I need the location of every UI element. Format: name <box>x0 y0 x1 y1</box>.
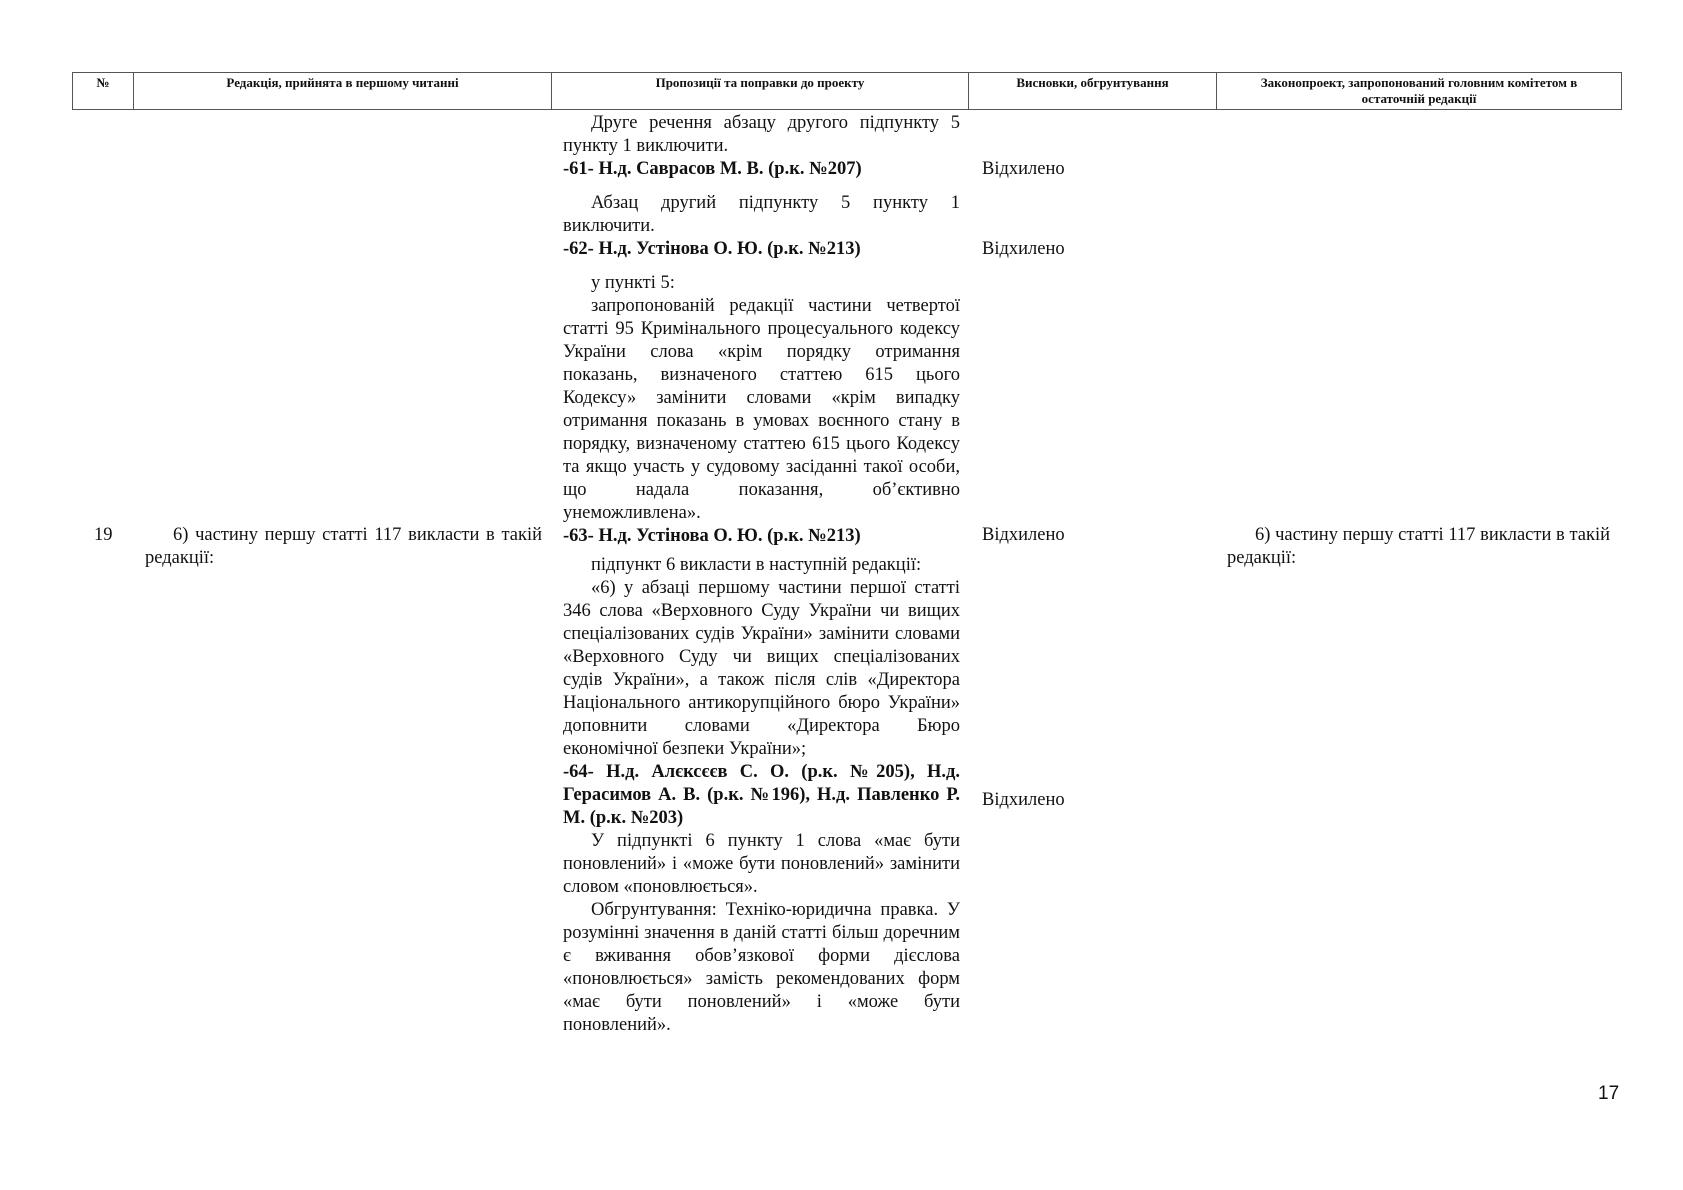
header-col-final: Законопроект, запропонований головним комітетом в остаточній редакції <box>1260 75 1578 106</box>
header-col-number: № <box>73 73 134 109</box>
proposal-text: Абзац другий підпункту 5 пункту 1 виключити. <box>563 193 960 236</box>
proposal-text: Обгрунтування: Техніко-юридична правка. У розумінні значення в даній статті більш доречним є вживання обов’язкової форми дієслова «поновлюється» замість рекомендованих форм «має бути поновлений» і «може бути поновлений». <box>563 900 960 1035</box>
conclusion-62: Відхилено <box>982 239 1065 259</box>
row-number: 19 <box>94 525 113 545</box>
page-number: 17 <box>1598 1083 1620 1104</box>
proposal-text: підпункт 6 викласти в наступній редакції: <box>591 555 922 575</box>
first-reading-text: 6) частину першу статті 117 викласти в такій редакції: <box>145 525 542 568</box>
proposal-text: запропонованій редакції частини четвертої статті 95 Кримінального процесуального кодексу України слова «крім порядку отримання показань, визначеного статтею 615 цього Кодексу» замінити словами «крім випадку отримання показань в умовах воєнного стану в порядку, визначеному статтею 615 цього Кодексу та якщо участь у судовому засіданні такої особи, що надала показання, об’єктивно унеможливлена». <box>563 296 960 523</box>
proposal-text: у пункті 5: <box>591 273 675 293</box>
proposals-column <box>563 112 960 1037</box>
amendment-63-author: -63- Н.д. Устінова О. Ю. (р.к. №213) <box>563 526 861 546</box>
amendment-64-author: -64- Н.д. Алєксєєв С. О. (р.к. №205), Н.д. Герасимов А. В. (р.к. №196), Н.д. Павленко Р. М. (р.к. №203) <box>563 762 960 828</box>
proposal-text: «6) у абзаці першому частини першої статті 346 слова «Верховного Суду України чи вищих спеціалізованих судів України» замінити словами «Верховного Суду чи вищих спеціалізованих судів України», а також після слів «Директора Національного антикорупційного бюро України» доповнити словами «Директора Бюро економічної безпеки України»; <box>563 578 960 759</box>
table-header <box>72 72 1622 110</box>
proposal-text: Друге речення абзацу другого підпункту 5 пункту 1 виключити. <box>563 113 960 156</box>
conclusion-64: Відхилено <box>982 790 1065 810</box>
conclusion-63: Відхилено <box>982 525 1065 545</box>
header-col-first-reading: Редакція, прийнята в першому читанні <box>134 73 552 109</box>
header-col-proposals: Пропозиції та поправки до проекту <box>552 73 969 109</box>
amendment-61-author: -61- Н.д. Саврасов М. В. (р.к. №207) <box>563 159 862 179</box>
header-col-conclusions: Висновки, обгрунтування <box>969 73 1217 109</box>
final-text: 6) частину першу статті 117 викласти в такій редакції: <box>1227 525 1610 568</box>
proposal-text: У підпункті 6 пункту 1 слова «має бути поновлений» і «може бути поновлений» замінити словом «поновлюється». <box>563 831 960 897</box>
amendment-62-author: -62- Н.д. Устінова О. Ю. (р.к. №213) <box>563 239 861 259</box>
conclusion-61: Відхилено <box>982 159 1065 179</box>
